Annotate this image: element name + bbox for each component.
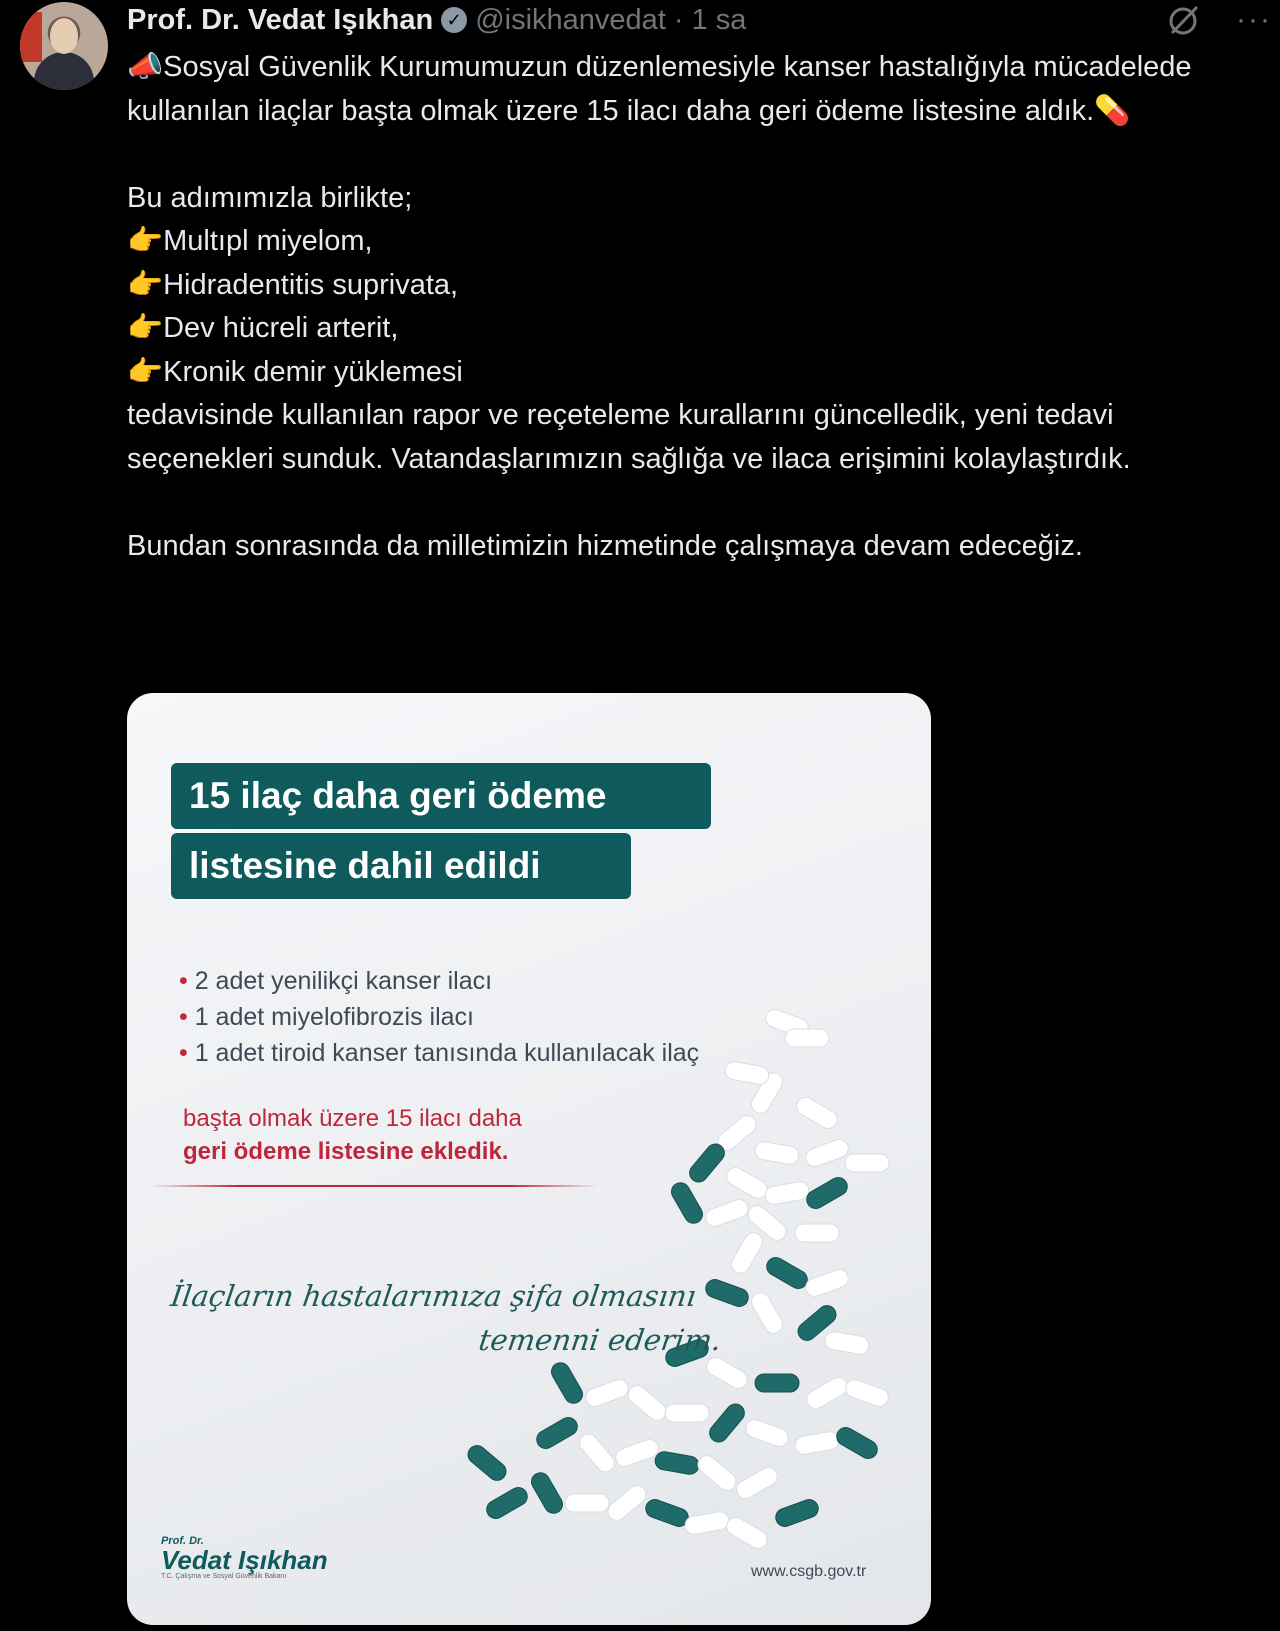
white-pill [728,1229,766,1276]
tweet-text [127,46,1247,568]
white-pill [733,1464,780,1502]
capsule-pill [483,1484,530,1522]
white-pill [764,1180,810,1205]
white-pill [703,1354,750,1392]
tweet-paragraph-1: 📣Sosyal Güvenlik Kurumumuzun düzenlemesiyle kanser hastalığıyla mücadelede kullanılan ilaçlar başta olmak üzere 15 ilacı daha geri ödeme listesine aldık.💊 [127,51,1200,127]
website-label: www.csgb.gov.tr [751,1563,867,1580]
logo-name: Vedat Işıkhan [161,1545,328,1575]
capsule-pill [763,1254,810,1292]
white-pill [613,1437,661,1469]
grok-icon[interactable] [1166,2,1202,38]
tweet-paragraph-3: Bundan sonrasında da milletimizin hizmetinde çalışmaya devam edeceğiz. [127,529,1083,562]
white-pill [845,1154,889,1172]
tweet-header [127,0,746,40]
white-pill [724,1060,770,1085]
media-script-line-2: temenni ederim. [476,1323,724,1357]
white-pill [624,1382,669,1424]
white-pill [803,1374,850,1412]
white-pill [583,1377,631,1409]
white-pill [723,1164,770,1202]
verified-icon: ✓ [441,7,467,33]
white-pill [793,1094,840,1132]
grok-icon-svg [1166,2,1202,38]
media-highlight-line-2: geri ödeme listesine ekledik. [183,1138,509,1165]
capsule-pill [686,1140,728,1185]
avatar-suit [34,52,94,90]
capsule-pill [703,1277,751,1309]
media-bullet-2: • 1 adet miyelofibrozis ilacı [179,999,699,1035]
media-bullet-list [179,963,699,1071]
avatar-face [50,18,78,54]
paragraph-gap [127,481,1247,525]
white-pill [565,1494,609,1512]
media-highlight-line-1: başta olmak üzere 15 ilacı daha [183,1105,522,1132]
media-title-line-1: 15 ilaç daha geri ödeme [171,763,711,829]
media-bullet-1: • 2 adet yenilikçi kanser ilacı [179,963,699,999]
more-icon[interactable]: ··· [1236,3,1272,36]
media-title-line-2: listesine dahil edildi [171,833,631,899]
author-avatar[interactable] [20,2,108,90]
media-script-line-1: İlaçların hastalarımıza şifa olmasını [168,1279,699,1313]
white-pill [684,1510,730,1535]
white-pill [576,1430,618,1475]
capsule-pill [803,1174,850,1212]
tweet-time[interactable]: · 1 sa [673,3,747,36]
white-pill [795,1224,839,1242]
white-pill [785,1029,829,1047]
media-bullet-3: • 1 adet tiroid kanser tanısında kullanılacak ilaç [179,1035,699,1071]
capsule-pill [755,1374,799,1392]
capsule-pill [773,1497,821,1529]
logo-prefix: Prof. Dr. [161,1535,204,1547]
capsule-pill [706,1400,748,1445]
minister-logo [161,1535,328,1580]
avatar-flag [20,12,42,62]
logo-subtitle: T.C. Çalışma ve Sosyal Güvenlik Bakanı [161,1573,287,1580]
white-pill [604,1482,649,1524]
white-pill [794,1430,840,1455]
capsule-pill [528,1469,566,1516]
highlight-underline [149,1185,599,1187]
white-pill [824,1330,870,1355]
white-pill [665,1404,709,1422]
white-pill [843,1377,891,1409]
tweet-paragraph-2: Bu adımımızla birlikte; 👉Multıpl miyelom, 👉Hidradentitis suprivata, 👉Dev hücreli arterit, 👉Kronik demir yüklemesi tedavisinde kullanılan rapor ve reçeteleme kurallarını güncelledik, yeni tedavi seçenekleri sunduk. Vatandaşlarımızın sağlığa ve ilaca erişimini kolaylaştırdık. [127,181,1131,475]
white-pill [803,1137,851,1169]
author-name[interactable]: Prof. Dr. Vedat Işıkhan [127,3,434,36]
white-pill [803,1267,851,1299]
tweet-media-image[interactable] [127,693,931,1625]
author-handle[interactable]: @isikhanvedat [475,3,666,36]
tweet-actions-top [1166,2,1272,38]
white-pill [703,1197,751,1229]
white-pill [723,1514,770,1552]
capsule-pill [654,1450,700,1475]
capsule-pill [464,1442,509,1484]
capsule-pill [533,1414,580,1452]
white-pill [743,1417,791,1449]
white-pill [754,1140,800,1165]
capsule-pill [668,1179,706,1226]
white-pill [694,1452,739,1494]
capsule-pill [548,1359,586,1406]
white-pill [748,1289,786,1336]
capsule-pill [833,1424,880,1462]
capsule-pill [643,1497,691,1529]
paragraph-gap [127,133,1247,177]
